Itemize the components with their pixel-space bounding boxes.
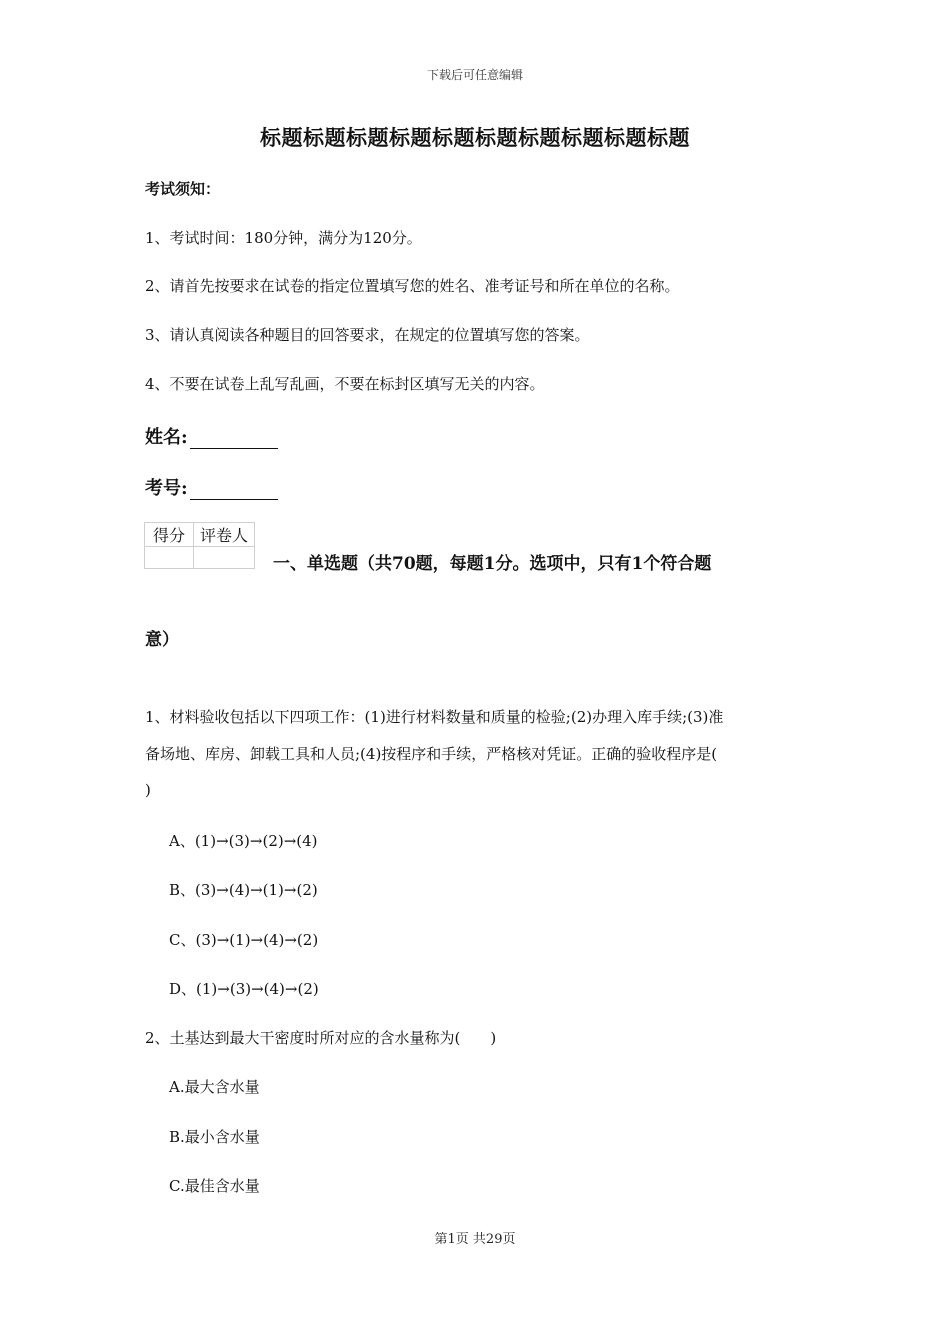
option-item: C.最佳含水量 bbox=[169, 1177, 260, 1195]
score-cell[interactable] bbox=[145, 547, 194, 569]
notice-heading: 考试须知： bbox=[145, 180, 221, 198]
name-field bbox=[145, 423, 278, 449]
name-blank[interactable] bbox=[190, 432, 278, 449]
option-item: B、(3)→(4)→(1)→(2) bbox=[169, 881, 318, 899]
option-item: A.最大含水量 bbox=[169, 1078, 260, 1096]
id-label: 考号: bbox=[145, 478, 188, 499]
document-title: 标题标题标题标题标题标题标题标题标题标题 bbox=[260, 125, 690, 150]
question-text: 2、土基达到最大干密度时所对应的含水量称为( ) bbox=[145, 1029, 497, 1047]
name-label: 姓名: bbox=[145, 427, 188, 448]
option-item: D、(1)→(3)→(4)→(2) bbox=[169, 980, 319, 998]
option-item: B.最小含水量 bbox=[169, 1128, 260, 1146]
notice-rule: 4、不要在试卷上乱写乱画，不要在标封区填写无关的内容。 bbox=[145, 375, 545, 393]
notice-rule: 3、请认真阅读各种题目的回答要求，在规定的位置填写您的答案。 bbox=[145, 326, 590, 344]
notice-rule: 2、请首先按要求在试卷的指定位置填写您的姓名、准考证号和所在单位的名称。 bbox=[145, 277, 680, 295]
section-title-continued: 意） bbox=[145, 630, 179, 650]
grader-header: 评卷人 bbox=[194, 523, 255, 547]
question-text: ) bbox=[145, 781, 151, 799]
score-header: 得分 bbox=[145, 523, 194, 547]
question-text: 1、材料验收包括以下四项工作：(1)进行材料数量和质量的检验;(2)办理入库手续;(3)准 bbox=[145, 708, 724, 726]
section-title: 一、单选题（共70题，每题1分。选项中，只有1个符合题 bbox=[273, 554, 712, 574]
question-text: 备场地、库房、卸载工具和人员;(4)按程序和手续，严格核对凭证。正确的验收程序是( bbox=[145, 745, 718, 763]
header-note: 下载后可任意编辑 bbox=[426, 68, 523, 82]
option-item: C、(3)→(1)→(4)→(2) bbox=[169, 931, 319, 949]
grader-cell[interactable] bbox=[194, 547, 255, 569]
option-item: A、(1)→(3)→(2)→(4) bbox=[169, 832, 318, 850]
page-footer: 第1页 共29页 bbox=[434, 1232, 516, 1247]
notice-rule: 1、考试时间：180分钟，满分为120分。 bbox=[145, 229, 422, 247]
score-table bbox=[144, 522, 255, 569]
id-blank[interactable] bbox=[190, 483, 278, 500]
id-field bbox=[145, 474, 278, 500]
